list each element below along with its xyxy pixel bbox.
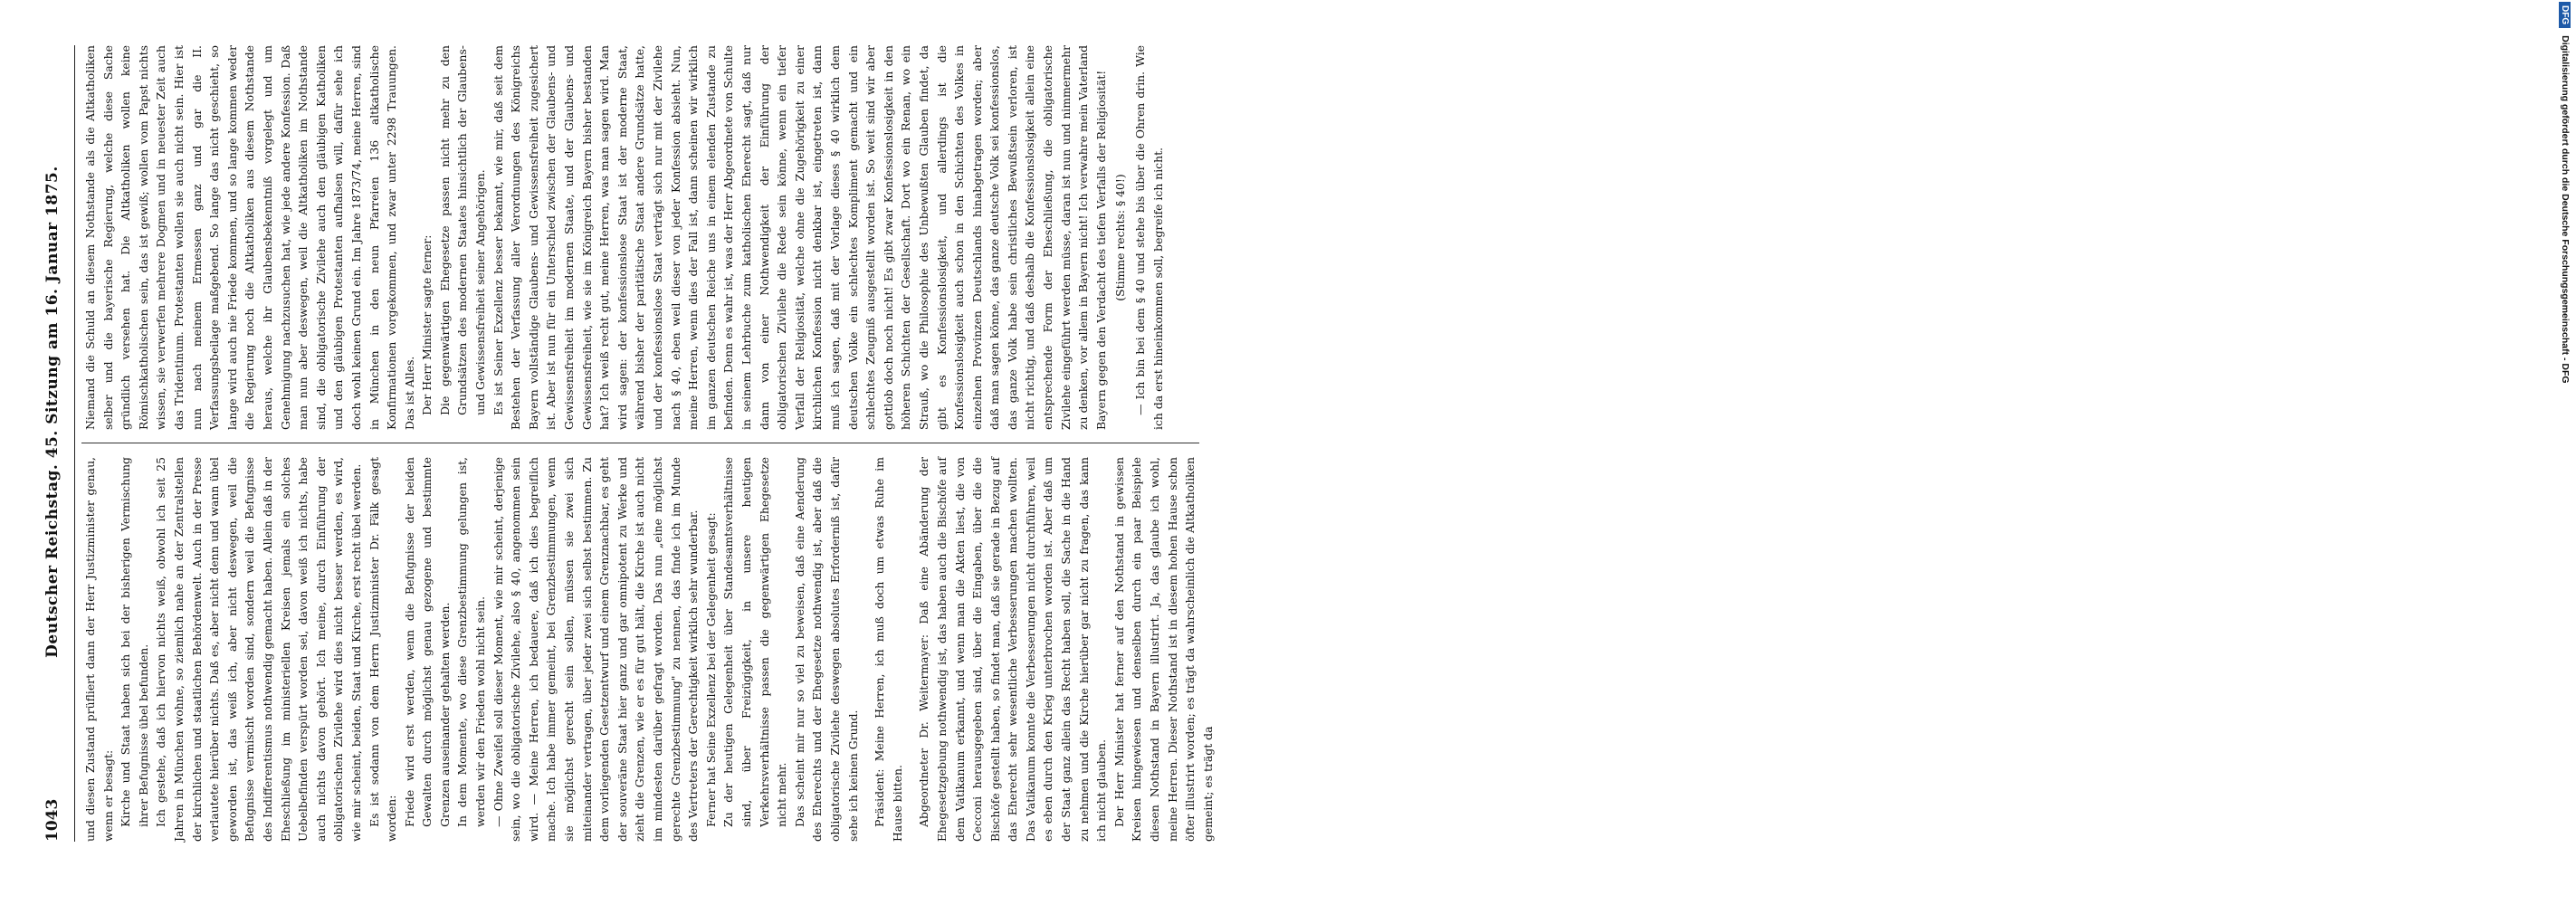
- president-remark: Präsident: Meine Herren, ich muß doch um etwas Ruhe im Hause bitten.: [873, 457, 904, 842]
- header-rule: [74, 45, 75, 842]
- quote: In dem Momente, wo diese Grenzbestimmung gelungen ist, werden wir den Frieden wohl nicht sein.: [455, 457, 488, 827]
- paragraph: und diesen Zustand prüfliert dann der Herr Justizminister genau, wenn er besagt:: [83, 457, 115, 842]
- paragraph: Der Herr Minister hat ferner auf den Nothstand in gewissen Kreisen hingewiesen und denselben durch ein paar Beispiele diesen Nothstand in Bayern illustrirt. Ja, das glaube ich wohl, meine Herren. Dieser Nothstand ist in diesem hohen Hause schon öfter illustrirt worden; es trägt da wahrscheinlich die Altkatholiken gemeint; es trägt da: [1111, 457, 1215, 842]
- quote: Zu der heutigen Gelegenheit über Standesamtsverhältnisse sind, über Freizügigkeit, in unsere heutigen Verkehrsverhältnisse passen die gegenwärtigen Ehegesetze nicht mehr.: [721, 457, 789, 827]
- paragraph: Es ist Seiner Exzellenz besser bekannt, wie mir, daß seit dem Bestehen der Verfassung aller Verordnungen des Königreichs Bayern vollständige Glaubens- und Gewissensfreiheit zugesichert ist. Aber ist nun für ein Unterschied zwischen der Glaubens- und Gewissensfreiheit im modernen Staate, und der Glaubens- und Gewissensfreiheit, wie sie im Königreich Bayern bisher bestanden hat? Ich weiß recht gut, meine Herren, was man sagen wird. Man wird sagen: der konfessionslose Staat ist der moderne Staat, während bisher der paritätische Staat andere Grundsätze hatte, und der konfessionslose Staat verträgt sich nur mit der Zivilehe nach § 40, eben weil dieser von jeder Konfession absieht. Nun, meine Herren, wenn dies der Fall ist, dann scheinen wir wirklich im ganzen deutschen Reiche uns in einem elenden Zustande zu befinden. Denn es wahr ist, was der Herr Abgeordnete von Schulte in seinem Lehrbuche zum katholischen Eherecht sagt, daß nur dann von einer Nothwendigkeit der Einführung der obligatorischen Zivilehe die Rede sein könne, wenn ein tiefer Verfall der Religiosität, welche ohne die Zugehörigkeit zu einer kirchlichen Konfession nicht denkbar ist, eingetreten ist, dann muß ich sagen, daß mit der Vorlage dieses § 40 wirklich dem deutschen Volke ein schlechtes Kompliment gemacht und ein schlechtes Zeugniß ausgestellt worden ist. So weit sind wir aber gottlob doch noch nicht! Es gibt zwar Konfessionslosigkeit in den höheren Schichten der Gesellschaft. Dort wo ein Renan, wo ein Strauß, wo die Philosophie des Unbewußten Glauben findet, da gibt es Konfessionslosigkeit, und allerdings ist die Konfessionslosigkeit auch schon in den Schichten des Volkes in einzelnen Provinzen Deutschlands hinabgetragen worden; aber daß man sagen könne, das ganze deutsche Volk sei konfessionslos, das ganze Volk habe sein christliches Bewußtsein verloren, ist nicht richtig, und daß deshalb die Konfessionslosigkeit allein eine entsprechende Form der Eheschließung, die obligatorische Zivilehe eingeführt werden müsse, daran ist nun und nimmermehr zu denken, vor allem in Bayern nicht! Ich verwahre mein Vaterland Bayern gegen den Verdacht des tiefen Verfalls der Religiosität!: [491, 45, 1108, 430]
- paragraph: Es ist sodann von dem Herrn Justizminister Dr. Fälk gesagt worden:: [367, 457, 399, 842]
- quote: Kirche und Staat haben sich bei der bisherigen Vermischung ihrer Befugnisse übel befunden.: [119, 457, 150, 827]
- paragraph: — Ohne Zweifel soll dieser Moment, wie mir scheint, derjenige sein, wo die obligatorische Zivilehe, also § 40, angenommen sein wird. — Meine Herren, ich bedauere, daß ich dies begreiflich mache. Ich habe immer gemeint, bei Grenzbestimmungen, wenn sie möglichst gerecht sein sollen, müssen sie zwei sich miteinander vertragen, über jeder zwei sich selbst bestimmen. Zu dem vorliegenden Gesetzentwurf und einem Grenznachbar, es geht der souveräne Staat hier ganz und gar omnipotent zu Werke und zieht die Grenzen, wie er es für gut hält, die Kirche ist auch nicht im mindesten darüber gefragt worden. Das nun „eine möglichst gerechte Grenzbestimmung" zu nennen, das finde ich im Munde des Vertreters der Gerechtigkeit wirklich sehr wunderbar.: [491, 457, 701, 842]
- dfg-logo: DFG: [2559, 2, 2571, 28]
- paragraph: — Ich bin bei dem § 40 und stehe bis über die Ohren drin. Wie ich da erst hineinkommen soll, begreife ich nicht.: [1133, 45, 1165, 430]
- page-number: 1043: [43, 798, 62, 842]
- text-columns: [81, 45, 1215, 842]
- page-header: [43, 45, 74, 842]
- paragraph: Ferner hat Seine Exzellenz bei der Gelegenheit gesagt:: [703, 512, 718, 827]
- right-column: [81, 45, 1199, 430]
- newspaper-page: [43, 45, 1215, 842]
- interjection: (Stimme rechts: § 40!): [1113, 174, 1128, 301]
- paragraph: Der Herr Minister sagte ferner:: [420, 234, 434, 415]
- quote: Friede wird erst werden, wenn die Befugnisse der beiden Gewalten durch möglichst genau gezogene und bestimmte Grenzen auseinander gehalten werden.: [402, 457, 452, 827]
- speaker-paragraph: Abgeordneter Dr. Weitermayer: Daß eine Abänderung der Ehegesetzgebung nothwendig ist, das haben auch die Bischöfe auf dem Vatikanum erkannt, und wenn man die Akten liest, die von Cecconi herausgegeben sind, über die Eingaben, über die die Bischöfe gestellt haben, so findet man, daß sie gerade in Bezug auf das Eherecht sehr wesentliche Verbesserungen machen wollten. Das Vatikanum konnte die Verbesserungen nicht durchführen, weil es eben durch den Krieg unterbrochen worden ist. Aber daß um der Staat ganz allein das Recht haben soll, die Sache in die Hand zu nehmen und die Kirche hierüber gar nicht zu fragen, das kann ich nicht glauben.: [917, 457, 1109, 842]
- paragraph: Niemand die Schuld an diesem Nothstande als die Altkatholiken selber und die bayerische Regierung, welche diese Sache gründlich versehen hat. Die Altkatholiken wollen keine Römischkatholischen sein, das ist gewiß; wollen vom Papst nichts wissen, sie verwerfen mehrere Dogmen und in neuester Zeit auch das Tridentinum. Protestanten wollen sie auch nicht sein. Hier ist nun nach meinem Ermessen ganz und gar die II. Verfassungsbeilage maßgebend. So lange das nicht geschieht, so lange wird auch nie Friede kommen, und so lange kommen weder die Regierung noch die Altkatholiken aus diesem Nothstande heraus, welche ihr Glaubensbekenntniß vorgelegt und um Genehmigung nachzusuchen hat, wie jede andere Konfession. Daß man nun aber deswegen, weil die Altkatholiken im Nothstande sind, die obligatorische Zivilehe auch den gläubigen Katholiken und den gläubigen Protestanten aufhalsen will, dafür sehe ich doch wohl keinen Grund ein. Im Jahre 1873/74, meine Herren, sind in München in den neun Pfarreien 136 altkatholische Konfirmationen vorgekommen, und zwar unter 2298 Trauungen. Das ist Alles.: [83, 45, 416, 430]
- side-credit-strip: [1282, 0, 2571, 905]
- paragraph: Ich gestehe, daß ich hiervon nichts weiß, obwohl ich seit 25 Jahren in München wohne, so ziemlich nahe an der Zentralstellen der kirchlichen und staatlichen Behördenwelt. Auch in der Presse verlautete hierüber nichts. Daß es, aber nicht denn und wann übel geworden ist, das weiß ich, aber nicht deswegen, weil die Befugnisse vermischt worden sind, sondern weil die Befugnisse des Indifferentismus nothwendig gemacht haben. Allein daß in der Eheschließung im ministeriellen Kreisen jemals ein solches Uebelbefinden verspürt worden sei, davon weiß ich nichts, habe auch nichts davon gehört. Ich meine, durch Einführung der obligatorischen Zivilehe wird dies nicht besser werden, es wird, wie mir scheint, beiden, Staat und Kirche, erst recht übel werden.: [154, 457, 363, 842]
- paragraph: Das scheint mir nur so viel zu beweisen, daß eine Aenderung des Eherechts und der Ehegesetze nothwendig ist, aber daß die obligatorische Zivilehe deswegen absolutes Erforderniß ist, dafür sehe ich keinen Grund.: [792, 457, 860, 842]
- digitization-credit: Digitalisierung gefördert durch die Deutsche Forschungsgemeinschaft - DFG: [2560, 35, 2571, 384]
- quote: Die gegenwärtigen Ehegesetze passen nicht mehr zu den Grundsätzen des modernen Staates hinsichtlich der Glaubens- und Gewissensfreiheit seiner Angehörigen.: [437, 45, 488, 415]
- left-column: [81, 457, 1215, 842]
- side-label: [2559, 2, 2576, 384]
- page-title: Deutscher Reichstag. 45. Sitzung am 16. Januar 1875.: [43, 166, 62, 658]
